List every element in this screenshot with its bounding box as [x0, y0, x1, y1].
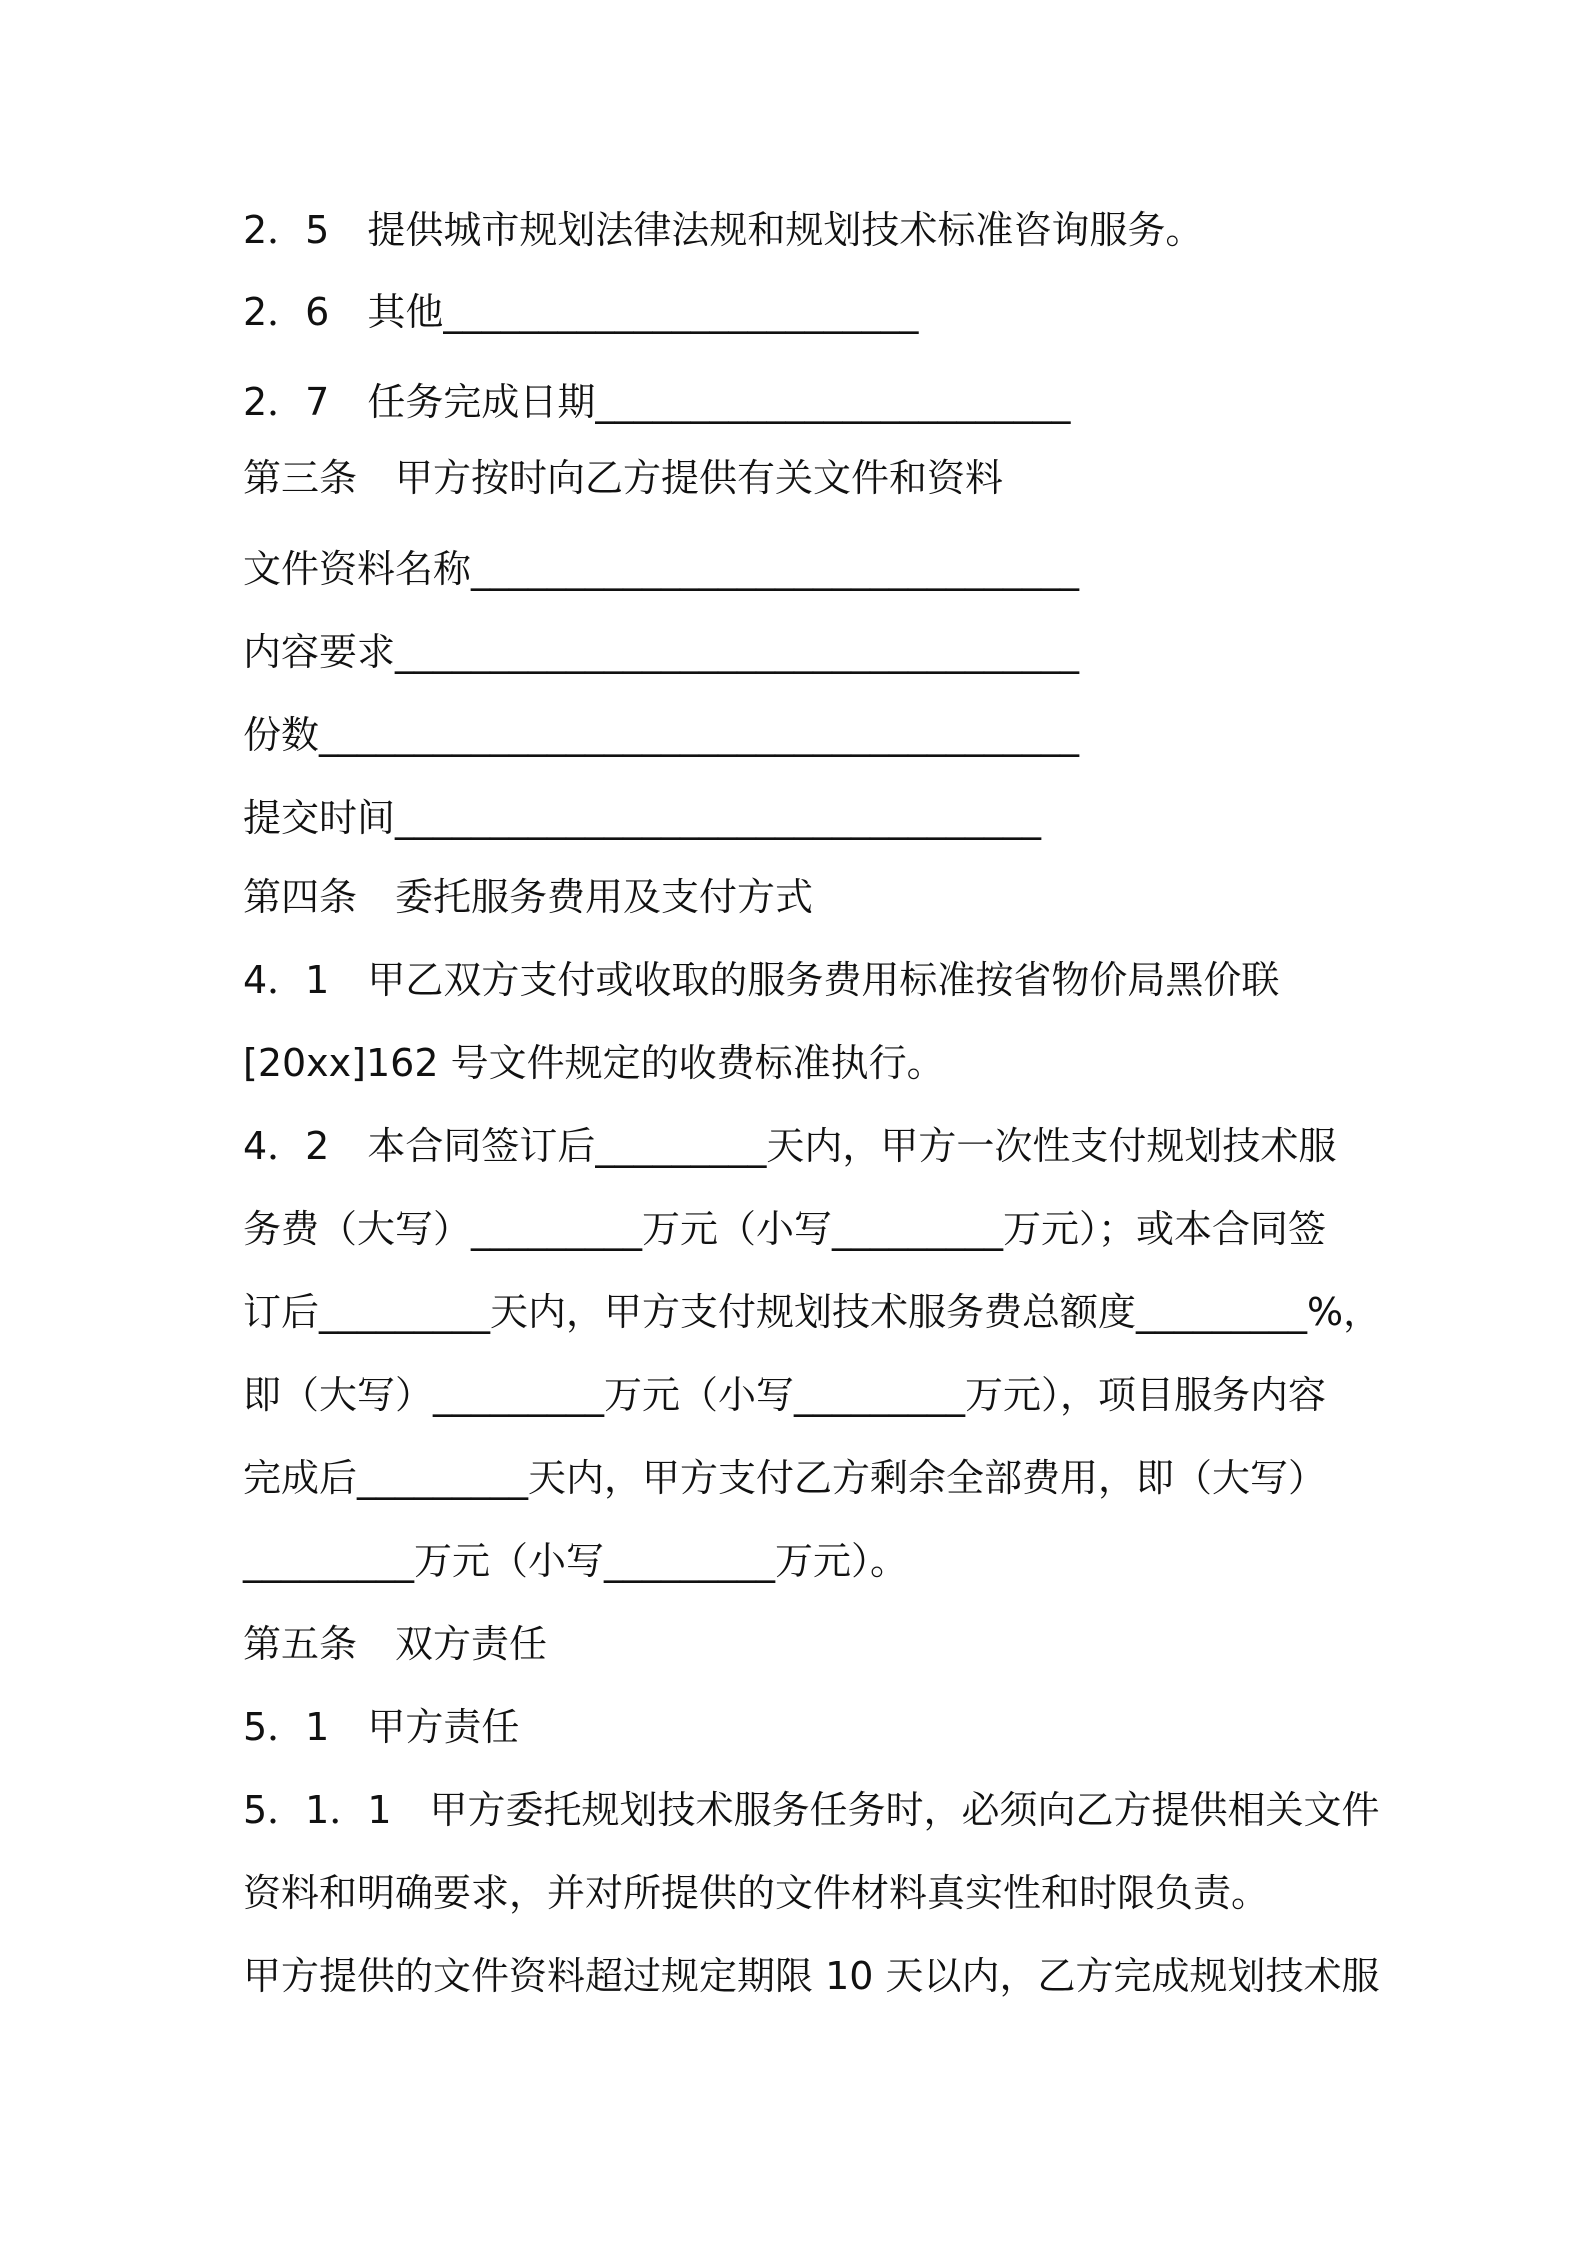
clause-2-6: 2．6 其他_________________________ — [243, 290, 919, 334]
clause-4-2-line-1: 4．2 本合同签订后_________天内，甲方一次性支付规划技术服 — [243, 1124, 1337, 1168]
section-5-heading: 第五条 双方责任 — [243, 1622, 548, 1666]
clause-5-1-1-line-1: 5．1．1 甲方委托规划技术服务任务时，必须向乙方提供相关文件 — [243, 1788, 1380, 1832]
clause-4-2-line-5: 完成后_________天内，甲方支付乙方剩余全部费用，即（大写） — [243, 1456, 1327, 1500]
section-3-heading: 第三条 甲方按时向乙方提供有关文件和资料 — [243, 456, 1004, 500]
clause-2-5: 2．5 提供城市规划法律法规和规划技术标准咨询服务。 — [243, 208, 1204, 252]
clause-4-1: 4．1 甲乙双方支付或收取的服务费用标准按省物价局黑价联 — [243, 958, 1280, 1002]
clause-5-1-1-line-3: 甲方提供的文件资料超过规定期限 10 天以内，乙方完成规划技术服 — [243, 1954, 1380, 1998]
clause-4-2-line-6: _________万元（小写_________万元）。 — [243, 1539, 909, 1583]
copies-field: 份数________________________________________ — [243, 713, 1080, 757]
section-4-heading: 第四条 委托服务费用及支付方式 — [243, 875, 814, 919]
clause-5-1: 5．1 甲方责任 — [243, 1705, 520, 1749]
clause-5-1-1-line-2: 资料和明确要求，并对所提供的文件材料真实性和时限负责。 — [243, 1871, 1270, 1915]
clause-4-2-line-3: 订后_________天内，甲方支付规划技术服务费总额度_________%， — [243, 1290, 1382, 1334]
clause-4-2-line-4: 即（大写）_________万元（小写_________万元），项目服务内容 — [243, 1373, 1327, 1417]
submission-time-field: 提交时间__________________________________ — [243, 796, 1042, 840]
clause-4-2-line-2: 务费（大写）_________万元（小写_________万元）；或本合同签 — [243, 1207, 1327, 1251]
clause-4-1-continuation: [20xx]162 号文件规定的收费标准执行。 — [243, 1041, 945, 1085]
file-name-field: 文件资料名称________________________________ — [243, 547, 1080, 591]
content-requirement-field: 内容要求____________________________________ — [243, 630, 1080, 674]
clause-2-7: 2．7 任务完成日期_________________________ — [243, 380, 1071, 424]
